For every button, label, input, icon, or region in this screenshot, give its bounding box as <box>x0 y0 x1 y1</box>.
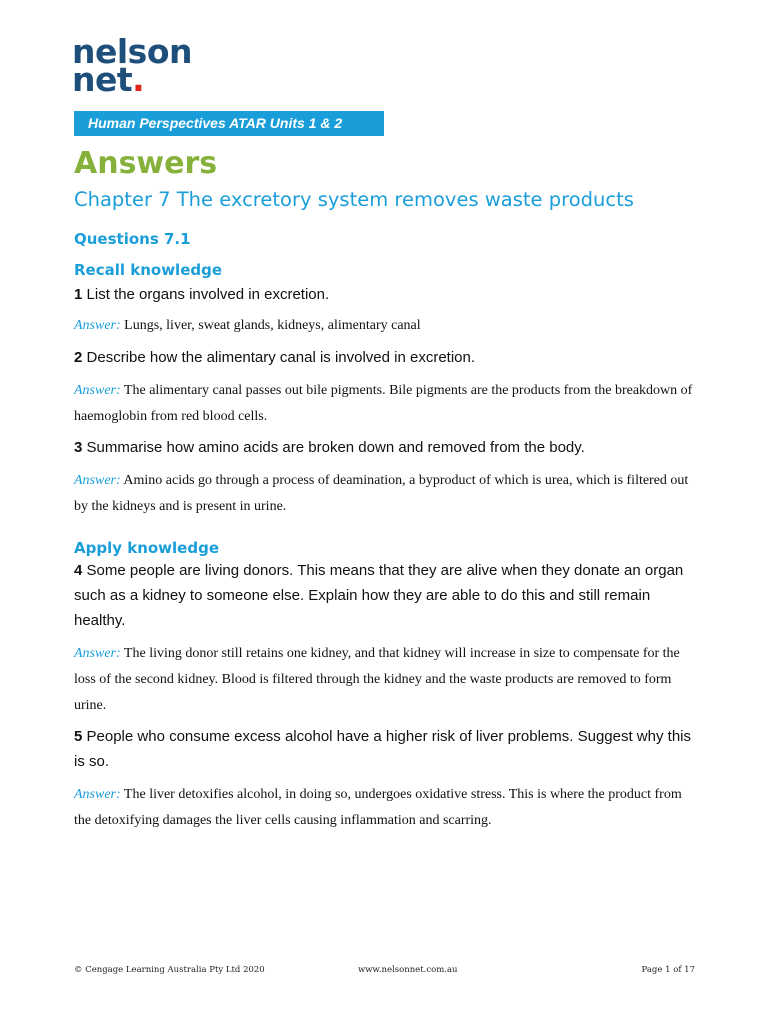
question-5 <box>74 724 694 774</box>
question-number: 5 <box>74 728 83 745</box>
question-text: Some people are living donors. This means that they are alive when they donate an organ such as a kidney to someone else. Explain how they are able to do this and still remain healthy. <box>74 562 684 629</box>
answer-label: Answer <box>74 383 116 398</box>
question-number: 1 <box>74 286 83 303</box>
answer-text: Amino acids go through a process of deamination, a byproduct of which is urea, which is filtered out by the kidneys and is present in urine. <box>74 473 689 514</box>
answer-5: Answer: The liver detoxifies alcohol, in doing so, undergoes oxidative stress. This is where the product from the detoxifying damages the liver cells causing inflammation and scarring. <box>74 787 682 828</box>
question-1 <box>74 282 694 307</box>
question-4 <box>74 558 694 633</box>
logo-line-2-text: net <box>72 60 133 99</box>
answer-label: Answer <box>74 318 116 333</box>
question-3 <box>74 435 694 460</box>
answer-text: The alimentary canal passes out bile pigments. Bile pigments are the products from the breakdown of haemoglobin from red blood cells. <box>74 383 693 424</box>
question-number: 3 <box>74 439 83 456</box>
answer-label: Answer <box>74 473 116 488</box>
chapter-heading: Chapter 7 The excretory system removes waste products <box>74 188 634 211</box>
answer-1: Answer: Lungs, liver, sweat glands, kidneys, alimentary canal <box>74 318 421 333</box>
logo-line-1: nelson <box>72 32 192 71</box>
question-text: People who consume excess alcohol have a higher risk of liver problems. Suggest why this is so. <box>74 728 691 770</box>
answer-3: Answer: Amino acids go through a process of deamination, a byproduct of which is urea, which is filtered out by the kidneys and is present in urine. <box>74 473 689 514</box>
footer-page-number: Page 1 of 17 <box>641 965 695 975</box>
nelson-net-logo <box>72 32 212 99</box>
question-2 <box>74 345 694 370</box>
recall-knowledge-heading: Recall knowledge <box>74 261 223 279</box>
course-banner: Human Perspectives ATAR Units 1 & 2 <box>74 111 384 136</box>
question-number: 2 <box>74 349 83 366</box>
answer-text: Lungs, liver, sweat glands, kidneys, alimentary canal <box>124 318 421 333</box>
footer-url[interactable]: www.nelsonnet.com.au <box>358 965 458 975</box>
answer-4: Answer: The living donor still retains one kidney, and that kidney will increase in size to compensate for the loss of the second kidney. Blood is filtered through the kidney and the waste products are removed to form urine. <box>74 646 680 713</box>
question-text: List the organs involved in excretion. <box>86 286 330 303</box>
answer-text: The living donor still retains one kidney, and that kidney will increase in size to compensate for the loss of the second kidney. Blood is filtered through the kidney and the waste products are removed to form urine. <box>74 646 680 713</box>
question-number: 4 <box>74 562 83 579</box>
footer-copyright: © Cengage Learning Australia Pty Ltd 2020 <box>74 965 265 975</box>
section-heading: Questions 7.1 <box>74 230 191 248</box>
answer-label: Answer <box>74 787 116 802</box>
answer-2: Answer: The alimentary canal passes out bile pigments. Bile pigments are the products from the breakdown of haemoglobin from red blood cells. <box>74 383 693 424</box>
question-text: Describe how the alimentary canal is involved in excretion. <box>86 349 476 366</box>
answer-label: Answer <box>74 646 116 661</box>
question-text: Summarise how amino acids are broken down and removed from the body. <box>86 439 585 456</box>
page-title: Answers <box>74 146 218 181</box>
answer-text: The liver detoxifies alcohol, in doing so, undergoes oxidative stress. This is where the product from the detoxifying damages the liver cells causing inflammation and scarring. <box>74 787 682 828</box>
logo-dot: . <box>132 60 145 99</box>
apply-knowledge-heading: Apply knowledge <box>74 539 220 557</box>
